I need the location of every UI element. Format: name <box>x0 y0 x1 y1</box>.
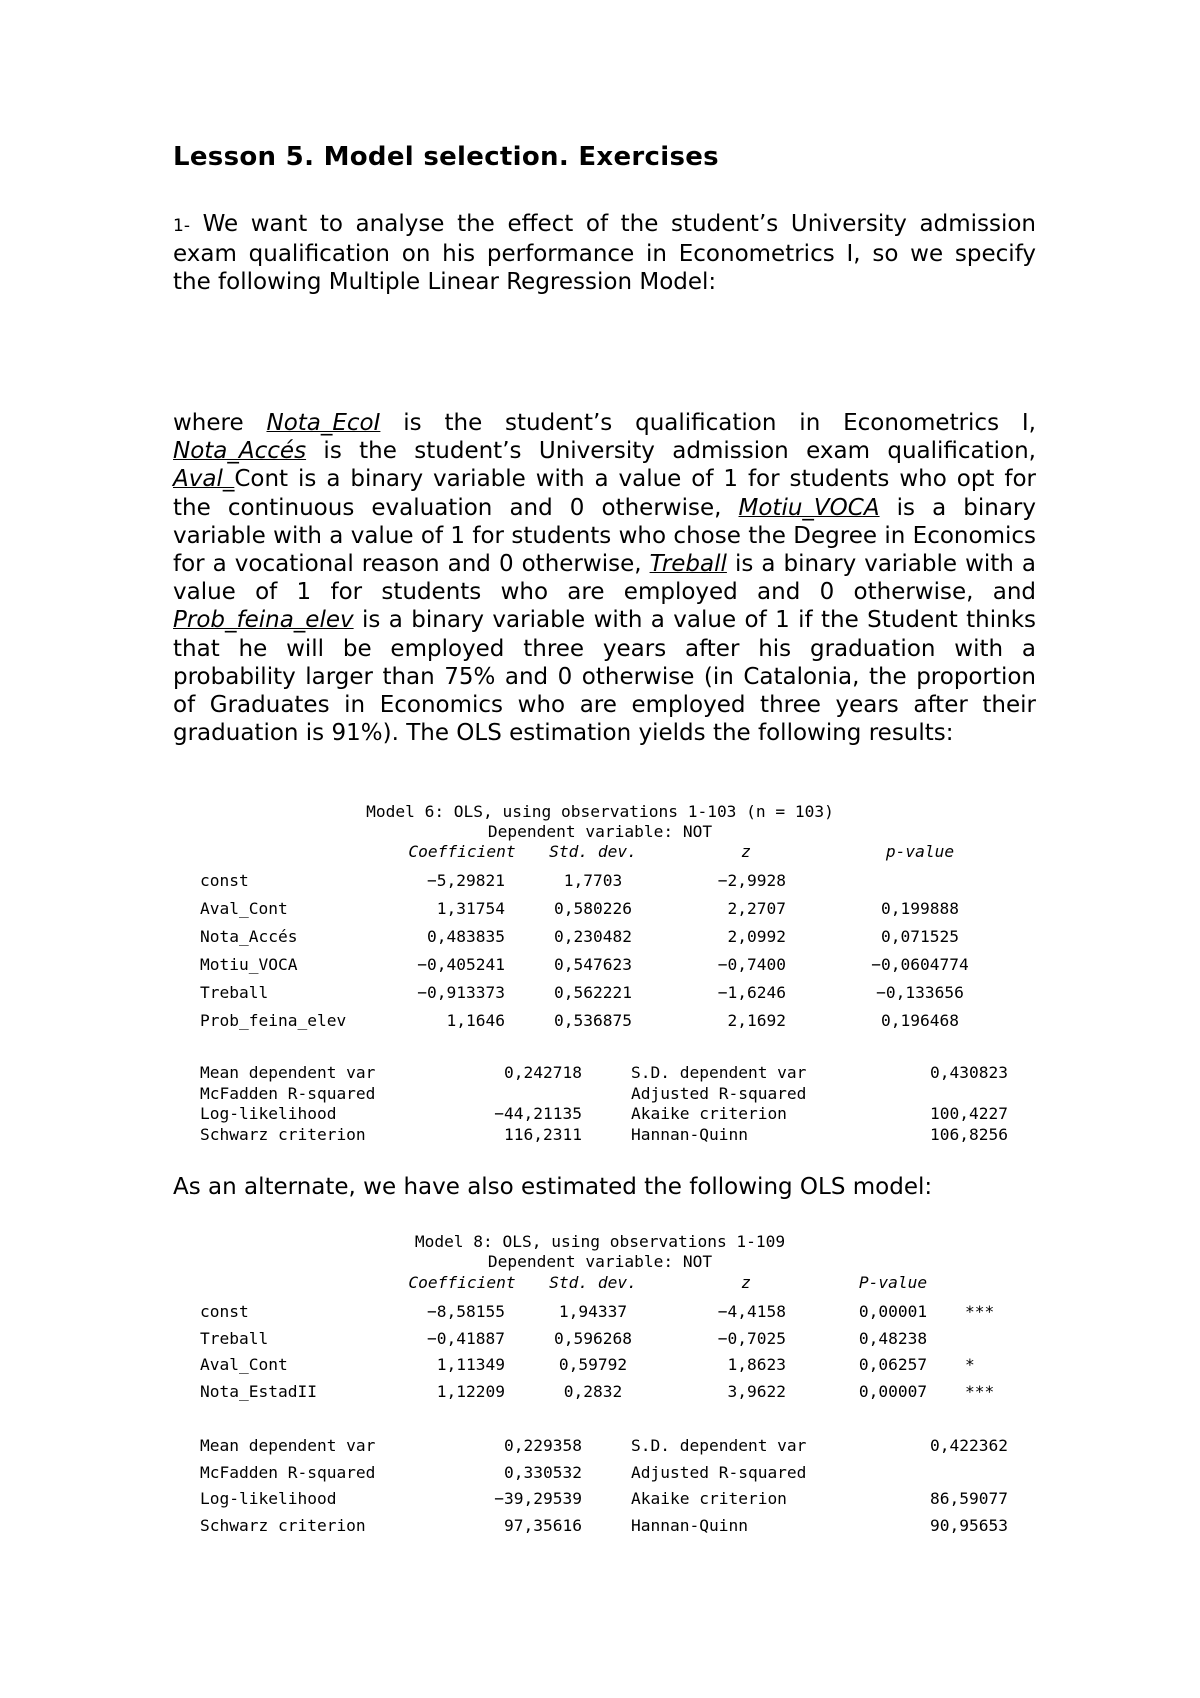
model6-coefficient: 1,31754 <box>436 899 505 918</box>
variable-description-paragraph <box>173 409 1036 747</box>
model8-row-variable: Treball <box>200 1328 269 1348</box>
model8-column-header: z <box>741 1273 751 1292</box>
model8-row-variable: const <box>200 1302 249 1321</box>
model6-z-value: 2,1692 <box>727 1011 786 1030</box>
model6-stat-value: 116,2311 <box>504 1124 582 1144</box>
model6-std-dev: 0,547623 <box>554 955 632 974</box>
model6-std-dev: 0,562221 <box>554 983 632 1002</box>
model6-coefficient: 0,483835 <box>427 927 505 946</box>
model6-stat-label: Adjusted R-squared <box>631 1083 807 1103</box>
model8-std-dev: 0,2832 <box>563 1381 623 1401</box>
model8-stat-label: Hannan-Quinn <box>631 1515 748 1535</box>
model8-z-value: 1,8623 <box>727 1355 786 1374</box>
model8-stat-label: Adjusted R-squared <box>631 1462 807 1482</box>
model8-stat-label: Mean dependent var <box>200 1436 376 1455</box>
model6-std-dev: 0,580226 <box>554 899 632 918</box>
model8-std-dev: 0,59792 <box>558 1355 628 1374</box>
model6-std-dev: 1,7703 <box>563 871 623 890</box>
model6-row-variable: Nota_Accés <box>200 927 298 946</box>
variable-name: Motiu_VOCA <box>738 494 880 521</box>
model6-row-variable: Aval_Cont <box>200 899 288 918</box>
model6-coefficient: −0,913373 <box>417 983 505 1002</box>
model8-column-header: Coefficient <box>408 1273 516 1292</box>
variable-name: Aval_ <box>173 466 235 493</box>
model6-stat-value: 100,4227 <box>930 1104 1008 1123</box>
model8-coefficient: −8,58155 <box>427 1302 505 1321</box>
model8-p-value: 0,48238 <box>858 1328 928 1348</box>
model6-row-variable: Prob_feina_elev <box>200 1011 347 1030</box>
model6-stat-value: 106,8256 <box>930 1124 1008 1144</box>
model8-p-value: 0,06257 <box>858 1355 928 1374</box>
model8-stat-label: Schwarz criterion <box>200 1515 366 1535</box>
model8-stat-label: McFadden R-squared <box>200 1462 376 1482</box>
model6-z-value: −1,6246 <box>717 983 786 1002</box>
variable-name: Nota_Accés <box>173 438 307 465</box>
model8-stat-value: 0,330532 <box>504 1462 582 1482</box>
model8-stat-value: 0,229358 <box>504 1436 582 1455</box>
model6-header: Model 6: OLS, using observations 1-103 (n = 103) <box>366 802 834 821</box>
model6-p-value: −0,0604774 <box>871 955 969 974</box>
model6-p-value: 0,071525 <box>881 927 959 946</box>
model6-std-dev: 0,230482 <box>554 927 632 946</box>
model8-header: Model 8: OLS, using observations 1-109 <box>414 1232 786 1251</box>
exercise-number: 1- <box>173 216 190 236</box>
model8-coefficient: 1,11349 <box>436 1355 505 1374</box>
model6-stat-value: −44,21135 <box>494 1104 582 1123</box>
variable-name: Treball <box>649 551 727 578</box>
model8-stat-value: −39,29539 <box>494 1489 582 1508</box>
description-text: is a binary variable with a value of 1 for students who chose the Degree in Economics for a vocational reason and 0 otherwise, <box>173 494 1036 578</box>
model6-stat-label: S.D. dependent var <box>631 1063 807 1082</box>
model6-row-variable: Motiu_VOCA <box>200 955 298 974</box>
model8-std-dev: 1,94337 <box>558 1302 628 1321</box>
model6-z-value: 2,2707 <box>727 899 786 918</box>
model8-stat-value: 97,35616 <box>504 1515 582 1535</box>
model6-dependent-variable: Dependent variable: NOT <box>487 822 713 841</box>
model8-significance-stars: *** <box>965 1302 995 1321</box>
model8-stat-label: Akaike criterion <box>631 1489 787 1508</box>
model8-significance-stars: * <box>965 1355 975 1374</box>
model6-z-value: 2,0992 <box>727 927 786 946</box>
model8-column-header: P-value <box>858 1273 928 1292</box>
model6-stat-value: 0,430823 <box>930 1063 1008 1082</box>
model8-stat-value: 90,95653 <box>930 1515 1008 1535</box>
model6-column-header: Std. dev. <box>549 842 637 861</box>
model8-z-value: −0,7025 <box>717 1328 786 1348</box>
model6-p-value: 0,196468 <box>881 1011 959 1030</box>
exercise-intro-text: We want to analyse the effect of the student’s University admission exam qualification on his performance in Econometrics I, so we specify the following Multiple Linear Regression Model: <box>173 211 1036 296</box>
description-text: is a binary variable with a value of 1 for students who are employed and 0 otherwise, and <box>173 551 1036 606</box>
model8-significance-stars: *** <box>965 1381 995 1401</box>
description-text: Cont is a binary variable with a value of 1 for students who opt for the continuous evaluation and 0 otherwise, <box>173 466 1036 521</box>
lesson-title: Lesson 5. Model selection. Exercises <box>173 142 719 172</box>
model6-stat-label: Schwarz criterion <box>200 1124 366 1144</box>
model8-z-value: −4,4158 <box>717 1302 786 1321</box>
alternate-model-text: As an alternate, we have also estimated the following OLS model: <box>173 1174 933 1200</box>
model6-stat-label: Akaike criterion <box>631 1104 787 1123</box>
description-text: is the student’s qualification in Econometrics I, <box>380 410 1036 436</box>
model8-p-value: 0,00007 <box>858 1381 928 1401</box>
variable-name: Nota_EcoI <box>266 410 381 436</box>
model8-coefficient: 1,12209 <box>436 1381 505 1401</box>
model6-stat-label: Hannan-Quinn <box>631 1124 748 1144</box>
model6-std-dev: 0,536875 <box>554 1011 632 1030</box>
model8-dependent-variable: Dependent variable: NOT <box>487 1252 713 1271</box>
model6-z-value: −0,7400 <box>717 955 786 974</box>
model8-stat-label: S.D. dependent var <box>631 1436 807 1455</box>
description-text: is a binary variable with a value of 1 if the Student thinks that he will be employed three years after his graduation with a probability larger than 75% and 0 otherwise (in Catalonia, the proportion of Graduates in Economics who are employed three years after their graduation is 91%). The OLS estimation yields the following results: <box>173 607 1036 747</box>
description-text: where <box>173 410 267 436</box>
model6-stat-label: Log-likelihood <box>200 1104 337 1123</box>
model6-row-variable: const <box>200 871 249 890</box>
model8-column-header: Std. dev. <box>549 1273 637 1292</box>
model6-p-value: 0,199888 <box>881 899 959 918</box>
model6-coefficient: −0,405241 <box>417 955 505 974</box>
model8-stat-value: 86,59077 <box>930 1489 1008 1508</box>
model6-column-header: p-value <box>885 842 955 861</box>
model6-coefficient: −5,29821 <box>427 871 505 890</box>
exercise-intro-paragraph <box>173 210 1036 297</box>
model8-coefficient: −0,41887 <box>427 1328 505 1348</box>
model6-stat-label: McFadden R-squared <box>200 1083 376 1103</box>
model6-coefficient: 1,1646 <box>446 1011 505 1030</box>
model8-p-value: 0,00001 <box>858 1302 928 1321</box>
model6-stat-value: 0,242718 <box>504 1063 582 1082</box>
description-text: is the student’s University admission exam qualification, <box>306 438 1036 465</box>
model6-stat-label: Mean dependent var <box>200 1063 376 1082</box>
model6-column-header: z <box>741 842 751 861</box>
model8-stat-value: 0,422362 <box>930 1436 1008 1455</box>
model8-std-dev: 0,596268 <box>554 1328 632 1348</box>
model8-stat-label: Log-likelihood <box>200 1489 337 1508</box>
model6-z-value: −2,9928 <box>717 871 786 890</box>
model6-p-value: −0,133656 <box>876 983 964 1002</box>
model8-row-variable: Nota_EstadII <box>200 1381 317 1401</box>
model8-z-value: 3,9622 <box>727 1381 786 1401</box>
variable-name: Prob_feina_elev <box>173 607 354 634</box>
model8-row-variable: Aval_Cont <box>200 1355 288 1374</box>
model6-row-variable: Treball <box>200 983 269 1002</box>
model6-column-header: Coefficient <box>408 842 516 861</box>
